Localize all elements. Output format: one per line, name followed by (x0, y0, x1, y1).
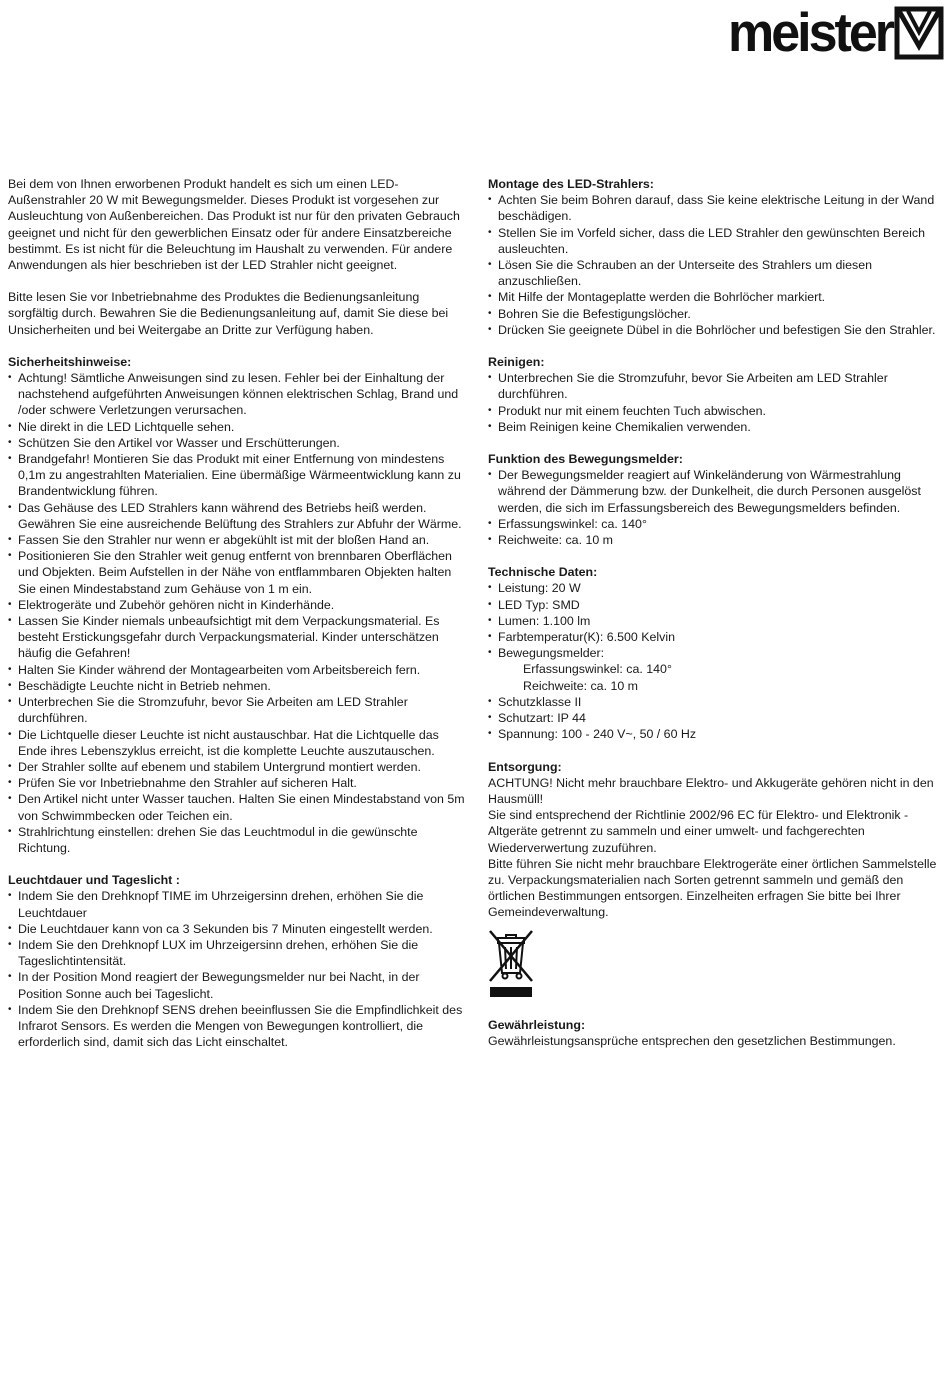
intro-paragraph: Bei dem von Ihnen erworbenen Produkt handelt es sich um einen LED-Außenstrahler 20 W mit Bewegungsmelder. Dieses Produkt ist vorgesehen zur Ausleuchtung von Außenbereichen. Das Produkt ist nur für den privaten Gebrauch geeignet und nicht für den gewerblichen Einsatz oder für andere Einsatzbereiche bestimmt. Es ist nicht für die Beleuchtung im Haushalt zu verwenden. Für andere Anwendungen als hier beschrieben ist der LED Strahler nicht geeignet. (8, 177, 460, 273)
list-item: • Erfassungswinkel: ca. 140° (488, 516, 944, 532)
list-item: • Schützen Sie den Artikel vor Wasser und Erschütterungen. (8, 435, 466, 451)
spec-ip-rating: • Schutzart: IP 44 (488, 710, 944, 726)
list-item: • Elektrogeräte und Zubehör gehören nicht in Kinderhände. (8, 597, 466, 613)
mounting-list (488, 192, 944, 338)
spec-motion-detector (488, 645, 944, 694)
tech-heading: Technische Daten: (488, 565, 598, 580)
spec-motion-range: Reichweite: ca. 10 m (523, 678, 639, 693)
spec-power: • Leistung: 20 W (488, 580, 944, 596)
spec-motion-label: • Bewegungsmelder: (498, 646, 605, 661)
list-item: • Indem Sie den Drehknopf SENS drehen beeinflussen Sie die Empfindlichkeit des Infrarot Sensors. Es werden die Mengen von Bewegungen kontrolliert, die erforderlich sind, damit sich das Licht einschaltet. (8, 1002, 466, 1051)
list-item: • Beschädigte Leuchte nicht in Betrieb nehmen. (8, 678, 466, 694)
disposal-warning: ACHTUNG! Nicht mehr brauchbare Elektro- und Akkugeräte gehören nicht in den Hausmüll! (488, 775, 934, 806)
duration-heading: Leuchtdauer und Tageslicht : (8, 873, 180, 888)
spec-protection-class: • Schutzklasse II (488, 694, 944, 710)
list-item: • Unterbrechen Sie die Stromzufuhr, bevor Sie Arbeiten am LED Strahler durchführen. (8, 694, 466, 726)
disposal-directive: Sie sind entsprechend der Richtlinie 2002/96 EC für Elektro- und Elektronik -Altgeräte getrennt zu sammeln und einer umwelt- und fachgerechten Wiederverwertung zuzuführen. (488, 808, 909, 855)
list-item: • Bohren Sie die Befestigungslöcher. (488, 306, 944, 322)
list-item: • Produkt nur mit einem feuchten Tuch abwischen. (488, 403, 944, 419)
left-column (8, 176, 466, 1050)
safety-list (8, 370, 466, 856)
list-item: • Achten Sie beim Bohren darauf, dass Sie keine elektrische Leitung in der Wand beschädigen. (488, 192, 944, 224)
spec-voltage: • Spannung: 100 - 240 V~, 50 / 60 Hz (488, 726, 944, 742)
list-item: • Achtung! Sämtliche Anweisungen sind zu lesen. Fehler bei der Einhaltung der nachstehend aufgeführten Anweisungen können elektrischen Schlag, Brand und /oder schwere Verletzungen verursachen. (8, 370, 466, 419)
list-item: • Die Lichtquelle dieser Leuchte ist nicht austauschbar. Hat die Lichtquelle das Ende ihres Lebenszyklus erreicht, ist die komplette Leuchte auszutauschen. (8, 727, 466, 759)
list-item: • Beim Reinigen keine Chemikalien verwenden. (488, 419, 944, 435)
list-item: • Lassen Sie Kinder niemals unbeaufsichtigt mit dem Verpackungsmaterial. Es besteht Erstickungsgefahr durch Verpackungsmaterial. Kinder unterschätzen häufig die Gefahren! (8, 613, 466, 662)
list-item: • In der Position Mond reagiert der Bewegungsmelder nur bei Nacht, in der Position Sonne auch bei Tageslicht. (8, 969, 466, 1001)
spec-color-temp: • Farbtemperatur(K): 6.500 Kelvin (488, 629, 944, 645)
spec-led-type: • LED Typ: SMD (488, 597, 944, 613)
motion-list (488, 467, 944, 548)
list-item: • Nie direkt in die LED Lichtquelle sehen. (8, 419, 466, 435)
list-item: • Stellen Sie im Vorfeld sicher, dass die LED Strahler den gewünschten Bereich ausleuchten. (488, 225, 944, 257)
disposal-instructions: Bitte führen Sie nicht mehr brauchbare Elektrogeräte einer örtlichen Sammelstelle zu. Verpackungsmaterialien nach Sorten getrennt sammeln und gemäß den örtlichen Bestimmungen entsorgen. Einzelheiten erfragen Sie bitte bei Ihrer Gemeindeverwaltung. (488, 856, 937, 920)
list-item: • Halten Sie Kinder während der Montagearbeiten vom Arbeitsbereich fern. (8, 662, 466, 678)
meister-m-logo-icon (894, 6, 944, 60)
list-item: • Unterbrechen Sie die Stromzufuhr, bevor Sie Arbeiten am LED Strahler durchführen. (488, 370, 944, 402)
duration-list (8, 888, 466, 1050)
list-item: • Mit Hilfe der Montageplatte werden die Bohrlöcher markiert. (488, 289, 944, 305)
spec-motion-angle: Erfassungswinkel: ca. 140° (523, 662, 672, 677)
spec-lumen: • Lumen: 1.100 lm (488, 613, 944, 629)
list-item: • Indem Sie den Drehknopf TIME im Uhrzeigersinn drehen, erhöhen Sie die Leuchtdauer (8, 888, 466, 920)
list-item: • Der Strahler sollte auf ebenem und stabilem Untergrund montiert werden. (8, 759, 466, 775)
safety-heading: Sicherheitshinweise: (8, 354, 132, 369)
tech-list (488, 580, 944, 742)
list-item: • Positionieren Sie den Strahler weit genug entfernt von brennbaren Oberflächen und Objekten. Beim Aufstellen in der Nähe von entflammbaren Objekten halten Sie einen Mindestabstand zum Gehäuse von 1 m ein. (8, 548, 466, 597)
list-item: • Den Artikel nicht unter Wasser tauchen. Halten Sie einen Mindestabstand von 5m von Schwimmbecken oder Teichen ein. (8, 791, 466, 823)
instructions-paragraph: Bitte lesen Sie vor Inbetriebnahme des Produktes die Bedienungsanleitung sorgfältig durch. Bewahren Sie die Bedienungsanleitung auf, damit Sie diese bei Unsicherheiten und bei Weitergabe an Dritte zur Verfügung haben. (8, 290, 449, 337)
list-item: • Fassen Sie den Strahler nur wenn er abgekühlt ist mit der bloßen Hand an. (8, 532, 466, 548)
list-item: • Prüfen Sie vor Inbetriebnahme den Strahler auf sicheren Halt. (8, 775, 466, 791)
warranty-heading: Gewährleistung: (488, 1017, 586, 1032)
brand-logo (728, 2, 944, 64)
warranty-text: Gewährleistungsansprüche entsprechen den gesetzlichen Bestimmungen. (488, 1033, 896, 1048)
list-item: • Die Leuchtdauer kann von ca 3 Sekunden bis 7 Minuten eingestellt werden. (8, 921, 466, 937)
list-item: • Das Gehäuse des LED Strahlers kann während des Betriebs heiß werden. Gewähren Sie eine ausreichende Belüftung des Strahlers zur Abfuhr der Wärme. (8, 500, 466, 532)
brand-name: meister (728, 2, 892, 64)
list-item: • Indem Sie den Drehknopf LUX im Uhrzeigersinn drehen, erhöhen Sie die Tageslichtintensität. (8, 937, 466, 969)
list-item: • Reichweite: ca. 10 m (488, 532, 944, 548)
weee-crossed-bin-icon (488, 929, 534, 999)
motion-heading: Funktion des Bewegungsmelder: (488, 452, 683, 467)
right-column (488, 176, 944, 1049)
cleaning-list (488, 370, 944, 435)
list-item: • Lösen Sie die Schrauben an der Unterseite des Strahlers um diesen anzuschließen. (488, 257, 944, 289)
list-item: • Brandgefahr! Montieren Sie das Produkt mit einer Entfernung von mindestens 0,1m zu angestrahlten Materialien. Eine übermäßige Wärmeentwicklung kann zu Brandentwicklung führen. (8, 451, 466, 500)
disposal-heading: Entsorgung: (488, 759, 562, 774)
list-item: • Drücken Sie geeignete Dübel in die Bohrlöcher und befestigen Sie den Strahler. (488, 322, 944, 338)
mounting-heading: Montage des LED-Strahlers: (488, 177, 654, 191)
list-item: • Der Bewegungsmelder reagiert auf Winkeländerung von Wärmestrahlung während der Dämmerung bzw. der Dunkelheit, die durch Personen ausgelöst werden, die sich im Erfassungsbereich des Bewegungsmelders befinden. (488, 467, 944, 516)
list-item: • Strahlrichtung einstellen: drehen Sie das Leuchtmodul in die gewünschte Richtung. (8, 824, 466, 856)
cleaning-heading: Reinigen: (488, 355, 545, 370)
